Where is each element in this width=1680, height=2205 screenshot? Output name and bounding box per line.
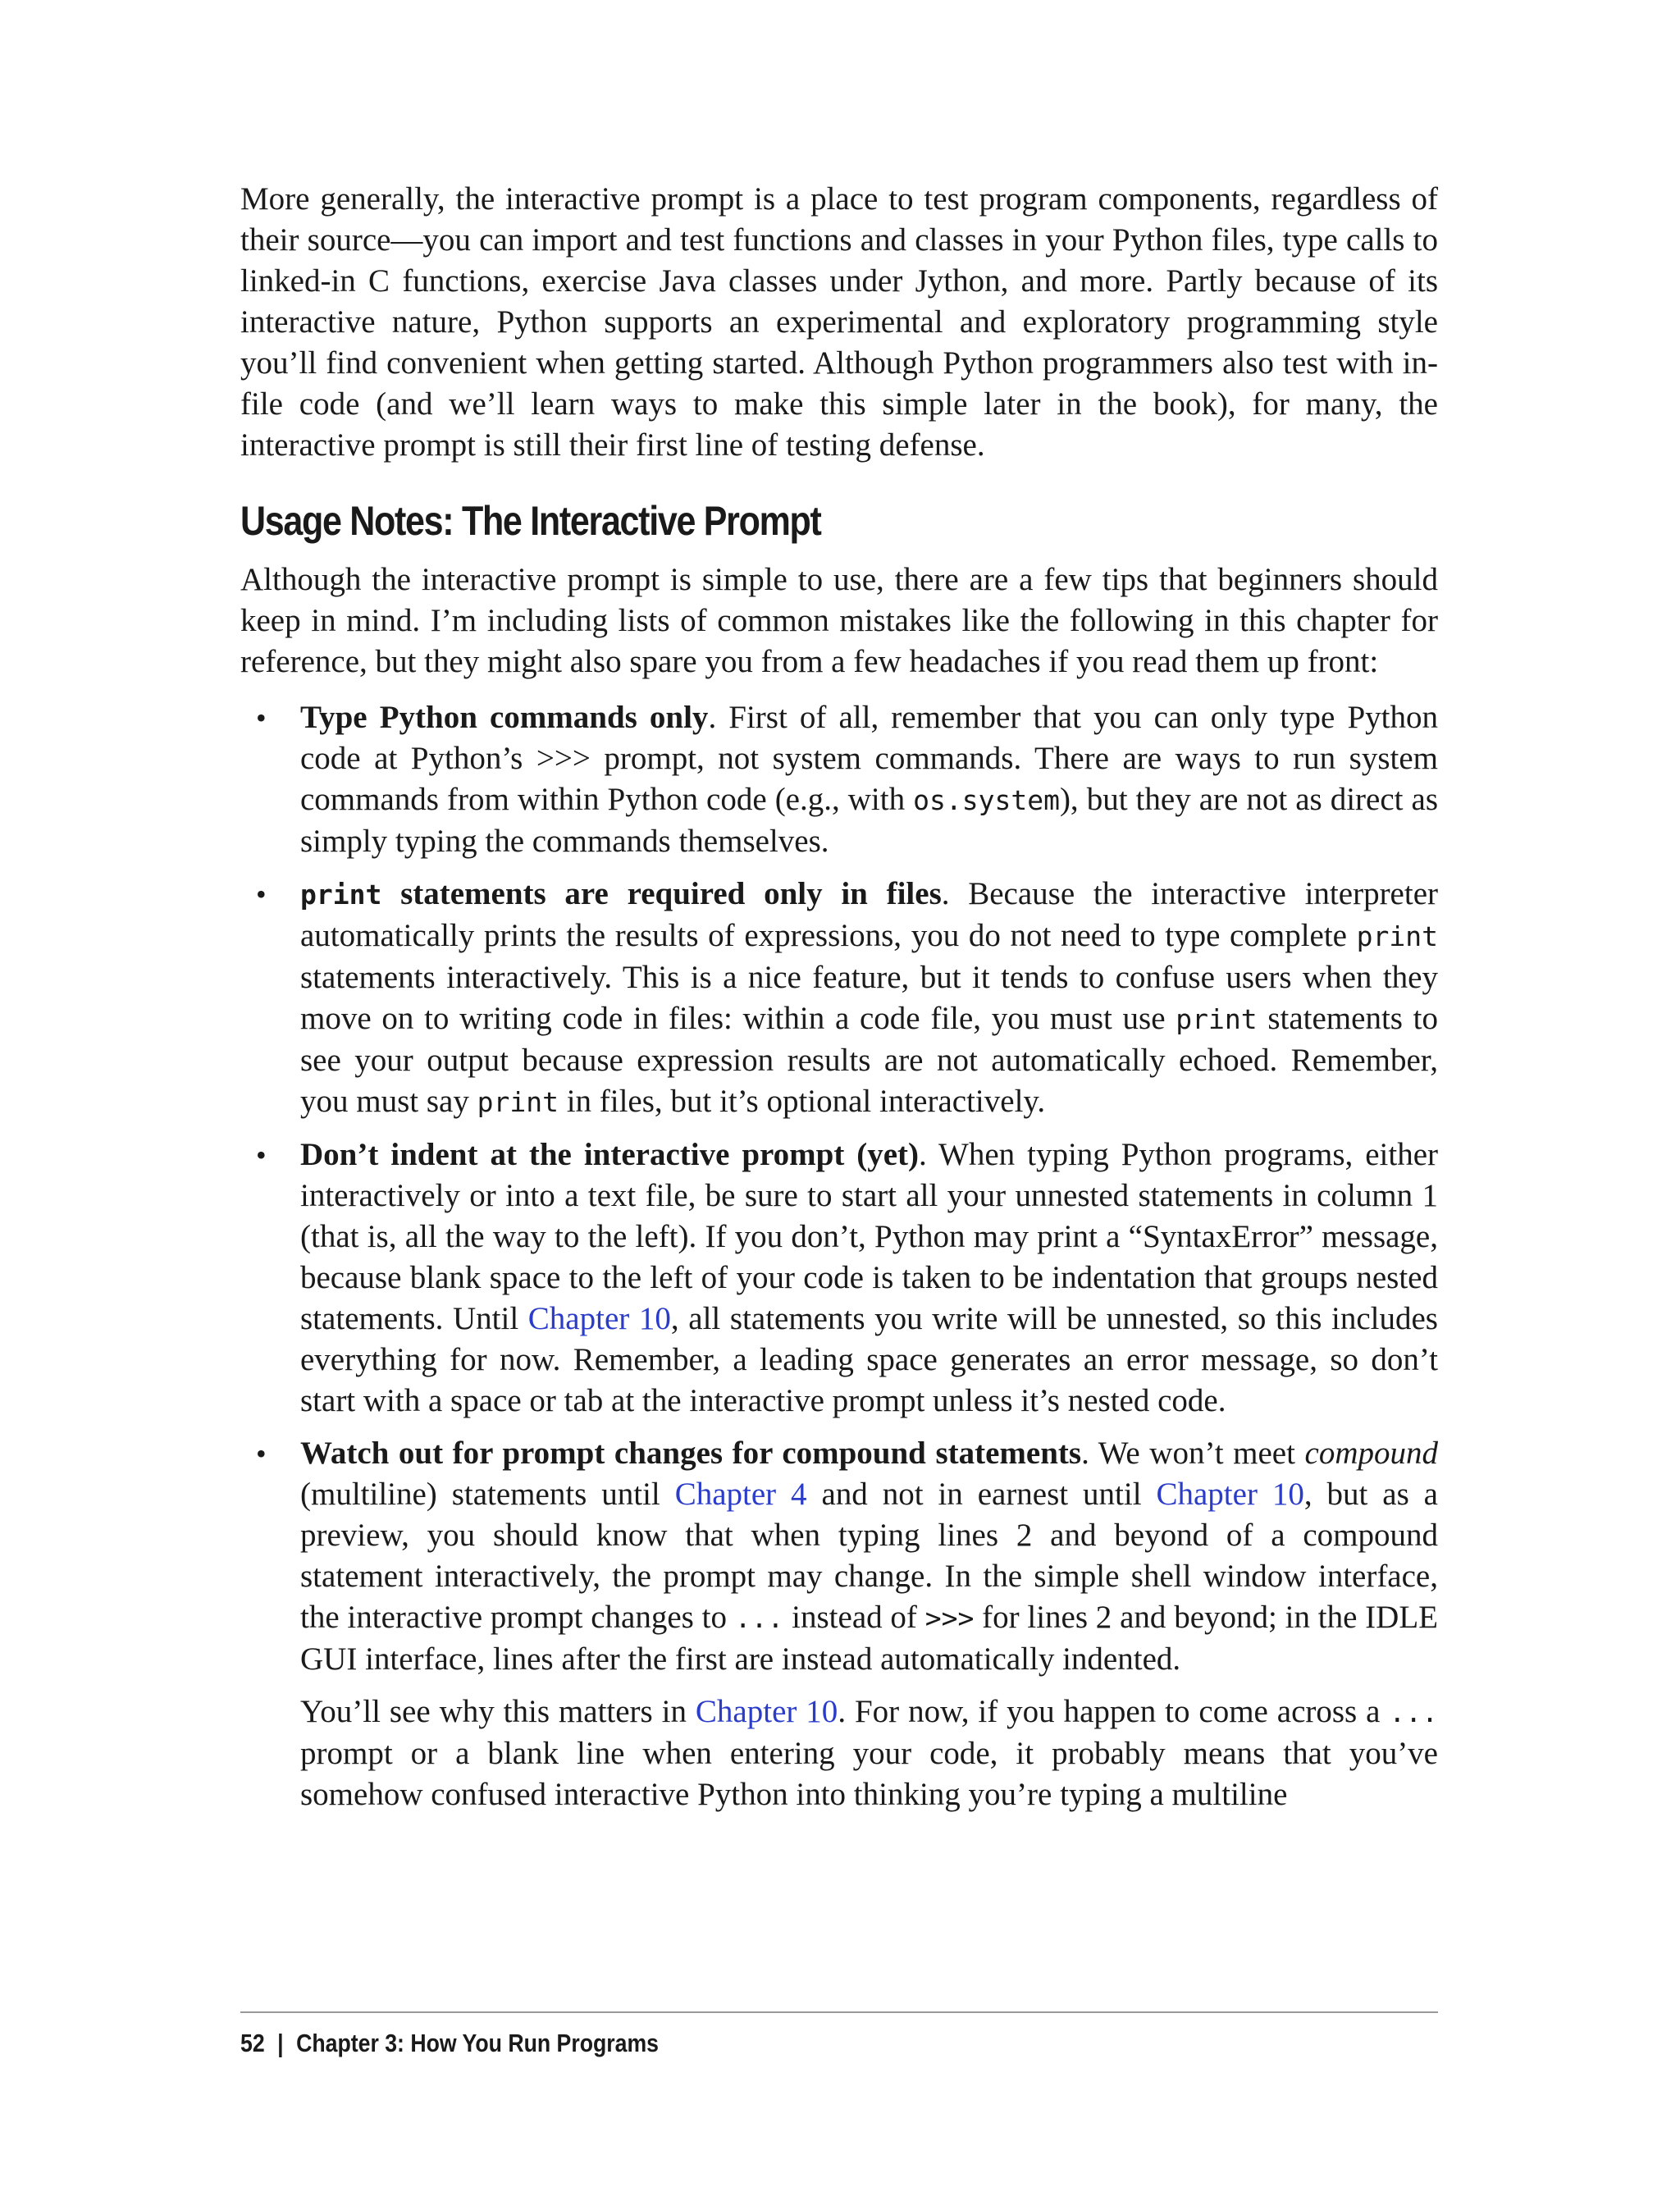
intro-paragraph: More generally, the interactive prompt is a place to test program components, regardless of their source—you can import and test functions and classes in your Python files, type calls to linked-in C functions, exercise Java classes under Jython, and more. Partly because of its interactive nature, Python supports an experimental and exploratory programming style you’ll find convenient when getting started. Although Python programmers also test with in-file code (and we’ll learn ways to make this simple later in the book), for many, the interactive prompt is still their first line of testing defense. [240, 181, 1438, 463]
emphasis: compound [1304, 1436, 1438, 1471]
inline-code: ... [1389, 1696, 1438, 1728]
inline-code: print [300, 879, 382, 911]
bullet-icon: • [256, 701, 267, 734]
cont-text: . For now, if you happen to come across a [838, 1694, 1390, 1729]
chapter-10-link[interactable]: Chapter 10 [695, 1694, 838, 1729]
tip-lead: Don’t indent at the interactive prompt (yet) [300, 1137, 920, 1172]
tip-text: instead of [783, 1600, 925, 1635]
tip-text: (multiline) statements until [300, 1477, 675, 1512]
footer-separator: | [277, 2029, 284, 2057]
inline-code: print [477, 1086, 559, 1118]
tip-text: . When typing Python programs, either interactively or into a text file, be sure to start all your unnested statements in column 1 (that is, all the way to the left). If you don’t, Python may print a “SyntaxError” message, because blank space to the left of your code is taken to be indentation that groups nested statements. Until [300, 1137, 1438, 1336]
tip-text: for lines 2 and beyond; in the IDLE GUI interface, lines after the first are instead automatically indented. [300, 1600, 1438, 1677]
running-chapter-title: Chapter 3: How You Run Programs [296, 2029, 660, 2057]
chapter-4-link[interactable]: Chapter 4 [674, 1477, 807, 1512]
list-item [240, 1134, 1438, 1422]
page-number: 52 [240, 2029, 265, 2057]
chapter-10-link[interactable]: Chapter 10 [1156, 1477, 1304, 1512]
tip-text: in files, but it’s optional interactively. [558, 1084, 1046, 1119]
tip-text: , all statements you write will be unnested, so this includes everything for now. Remember, a leading space generates an error message, so don’t start with a space or tab at the interactive prompt unless it’s nested code. [300, 1301, 1438, 1418]
tip-lead [300, 876, 942, 911]
inline-code: ... [734, 1602, 784, 1634]
tip-lead: Type Python commands only [300, 700, 709, 735]
inline-code: print [1176, 1003, 1258, 1035]
page-body [240, 179, 1438, 1815]
inline-code: os.system [913, 784, 1060, 816]
tip-text: . We won’t meet [1081, 1436, 1305, 1471]
tip-text: . First of all, remember that you can only type Python code at Python’s >>> prompt, not system commands. There are ways to run system commands from within Python code (e.g., with [300, 700, 1438, 817]
cont-text: You’ll see why this matters in [300, 1694, 696, 1729]
page-footer [240, 2023, 659, 2064]
tips-list [240, 697, 1438, 1680]
continuation-paragraph [240, 1691, 1438, 1815]
section-heading: Usage Notes: The Interactive Prompt [240, 498, 821, 544]
tip-text: statements interactively. This is a nice feature, but it tends to confuse users when they move on to writing code in files: within a code file, you must use [300, 960, 1438, 1036]
list-item [240, 697, 1438, 862]
tip-text: , but as a preview, you should know that when typing lines 2 and beyond of a compound statement interactively, the prompt may change. In the simple shell window interface, the interactive prompt changes to [300, 1477, 1438, 1635]
tip-text: ), but they are not as direct as simply typing the commands themselves. [300, 782, 1438, 859]
bullet-icon: • [256, 1437, 267, 1470]
tip-text: . Because the interactive interpreter automatically prints the results of expressions, you do not need to type complete [300, 876, 1438, 953]
chapter-10-link[interactable]: Chapter 10 [527, 1301, 671, 1336]
footer-divider [240, 2011, 1438, 2013]
tip-lead: Watch out for prompt changes for compound statements [300, 1436, 1082, 1471]
bullet-icon: • [256, 1139, 267, 1171]
section-intro-paragraph: Although the interactive prompt is simple to use, there are a few tips that beginners should keep in mind. I’m including lists of common mistakes like the following in this chapter for reference, but they might also spare you from a few headaches if you read them up front: [240, 562, 1438, 679]
tip-text: and not in earnest until [806, 1477, 1157, 1512]
cont-text: prompt or a blank line when entering your code, it probably means that you’ve somehow confused interactive Python into thinking you’re typing a multiline [300, 1736, 1438, 1812]
inline-code: >>> [924, 1602, 975, 1634]
list-item [240, 874, 1438, 1123]
inline-code: print [1356, 920, 1438, 952]
tip-text: statements to see your output because expression results are not automatically echoed. Remember, you must say [300, 1001, 1439, 1119]
bullet-icon: • [256, 878, 267, 911]
tip-lead-text: statements are required only in files [381, 876, 942, 911]
list-item [240, 1433, 1438, 1680]
